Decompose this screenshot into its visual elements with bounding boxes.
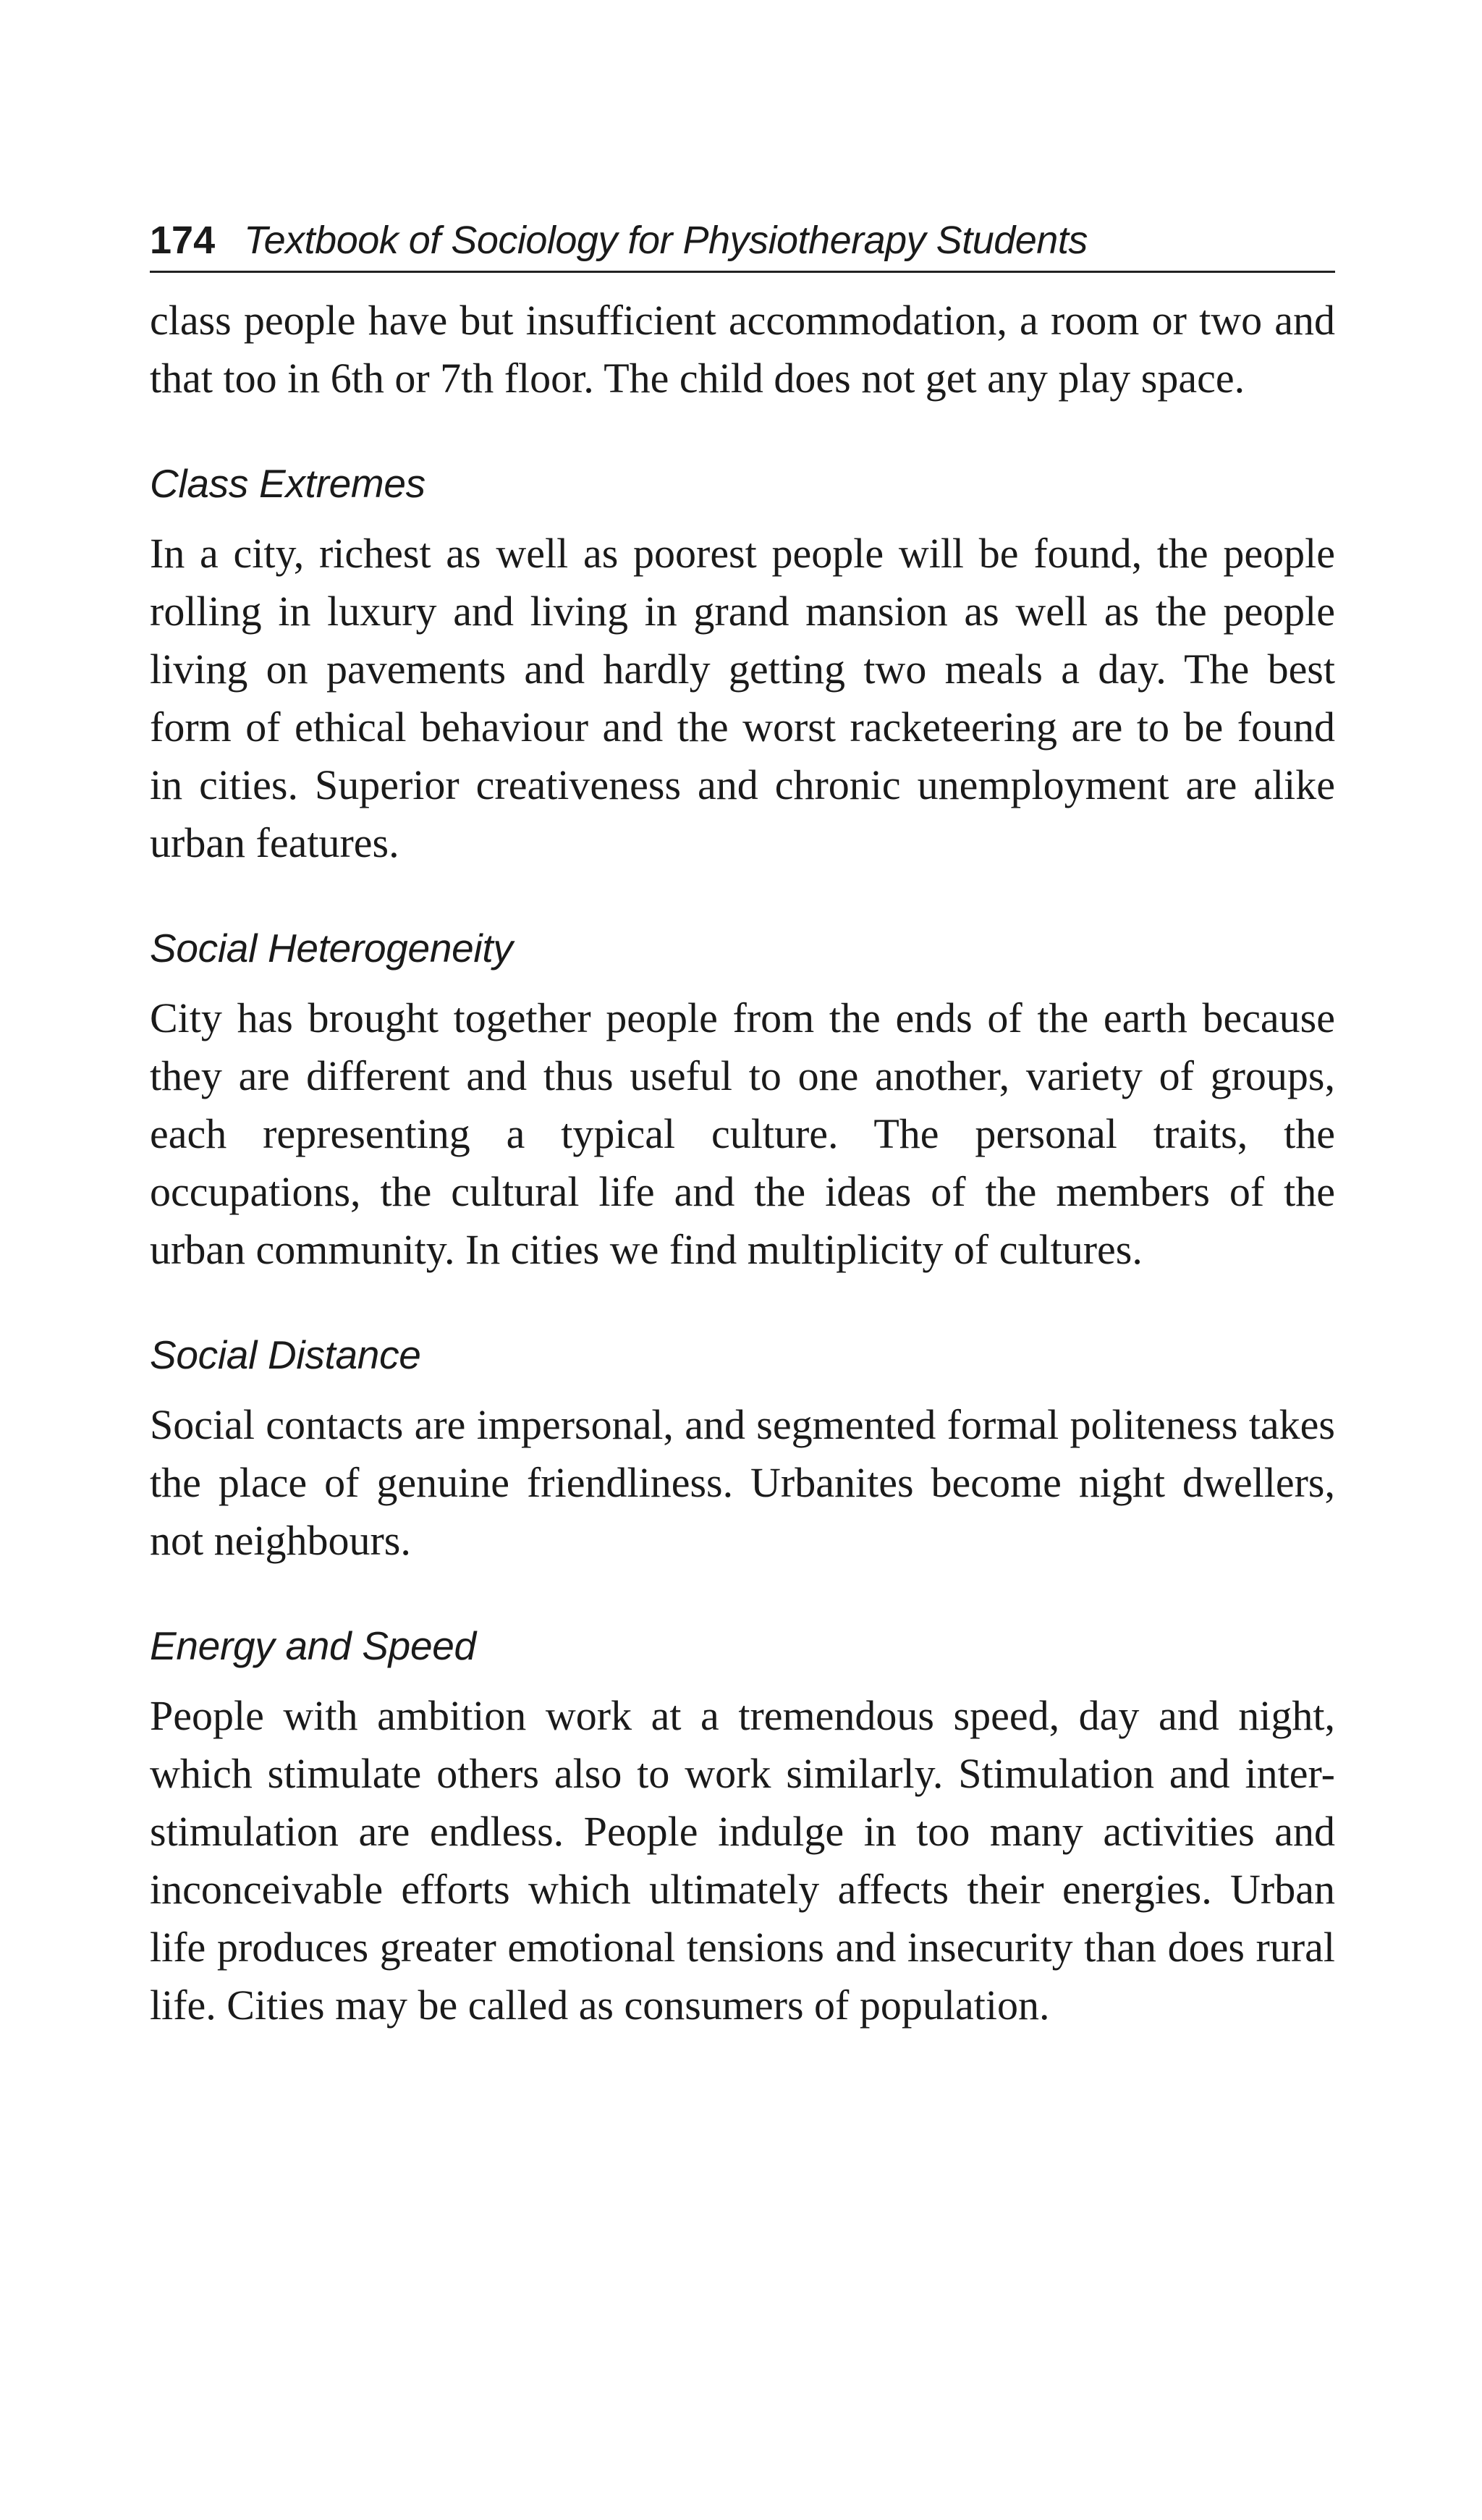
section-class-extremes	[150, 458, 1335, 872]
section-body: In a city, richest as well as poorest people will be found, the people rolling in luxury and living in grand mansion as well as the people living on pavements and hardly getting two meals a day. The best form of ethical behaviour and the worst racketeering are to be found in cities. Superior creativeness and chronic unemployment are alike urban features.	[150, 530, 1335, 866]
section-heading: Class Extremes	[150, 461, 425, 506]
section-heading: Social Distance	[150, 1332, 421, 1377]
section-heading: Social Heterogeneity	[150, 926, 513, 971]
book-page	[150, 217, 1335, 2034]
section-social-heterogeneity	[150, 923, 1335, 1279]
page-number: 174	[150, 219, 216, 262]
section-body: Social contacts are impersonal, and segmented formal politeness takes the place of genuine friendliness. Urbanites become night dwellers, not neighbours.	[150, 1401, 1335, 1564]
book-title: Textbook of Sociology for Physiotherapy Students	[244, 219, 1088, 262]
section-body: People with ambition work at a tremendous speed, day and night, which stimulate others also to work similarly. Stimulation and inter-stimulation are endless. People indulge in too many activities and inconceivable efforts which ultimately affects their energies. Urban life produces greater emotional tensions and insecurity than does rural life. Cities may be called as consumers of population.	[150, 1692, 1335, 2029]
section-body: City has brought together people from the ends of the earth because they are different and thus useful to one another, variety of groups, each representing a typical culture. The personal traits, the occupations, the cultural life and the ideas of the members of the urban community. In cities we find multiplicity of cultures.	[150, 994, 1335, 1273]
section-energy-and-speed	[150, 1620, 1335, 2034]
section-heading: Energy and Speed	[150, 1623, 476, 1668]
running-header	[150, 217, 1335, 273]
section-social-distance	[150, 1329, 1335, 1570]
intro-paragraph: class people have but insufficient accommodation, a room or two and that too in 6th or 7th floor. The child does not get any play space.	[150, 297, 1335, 402]
